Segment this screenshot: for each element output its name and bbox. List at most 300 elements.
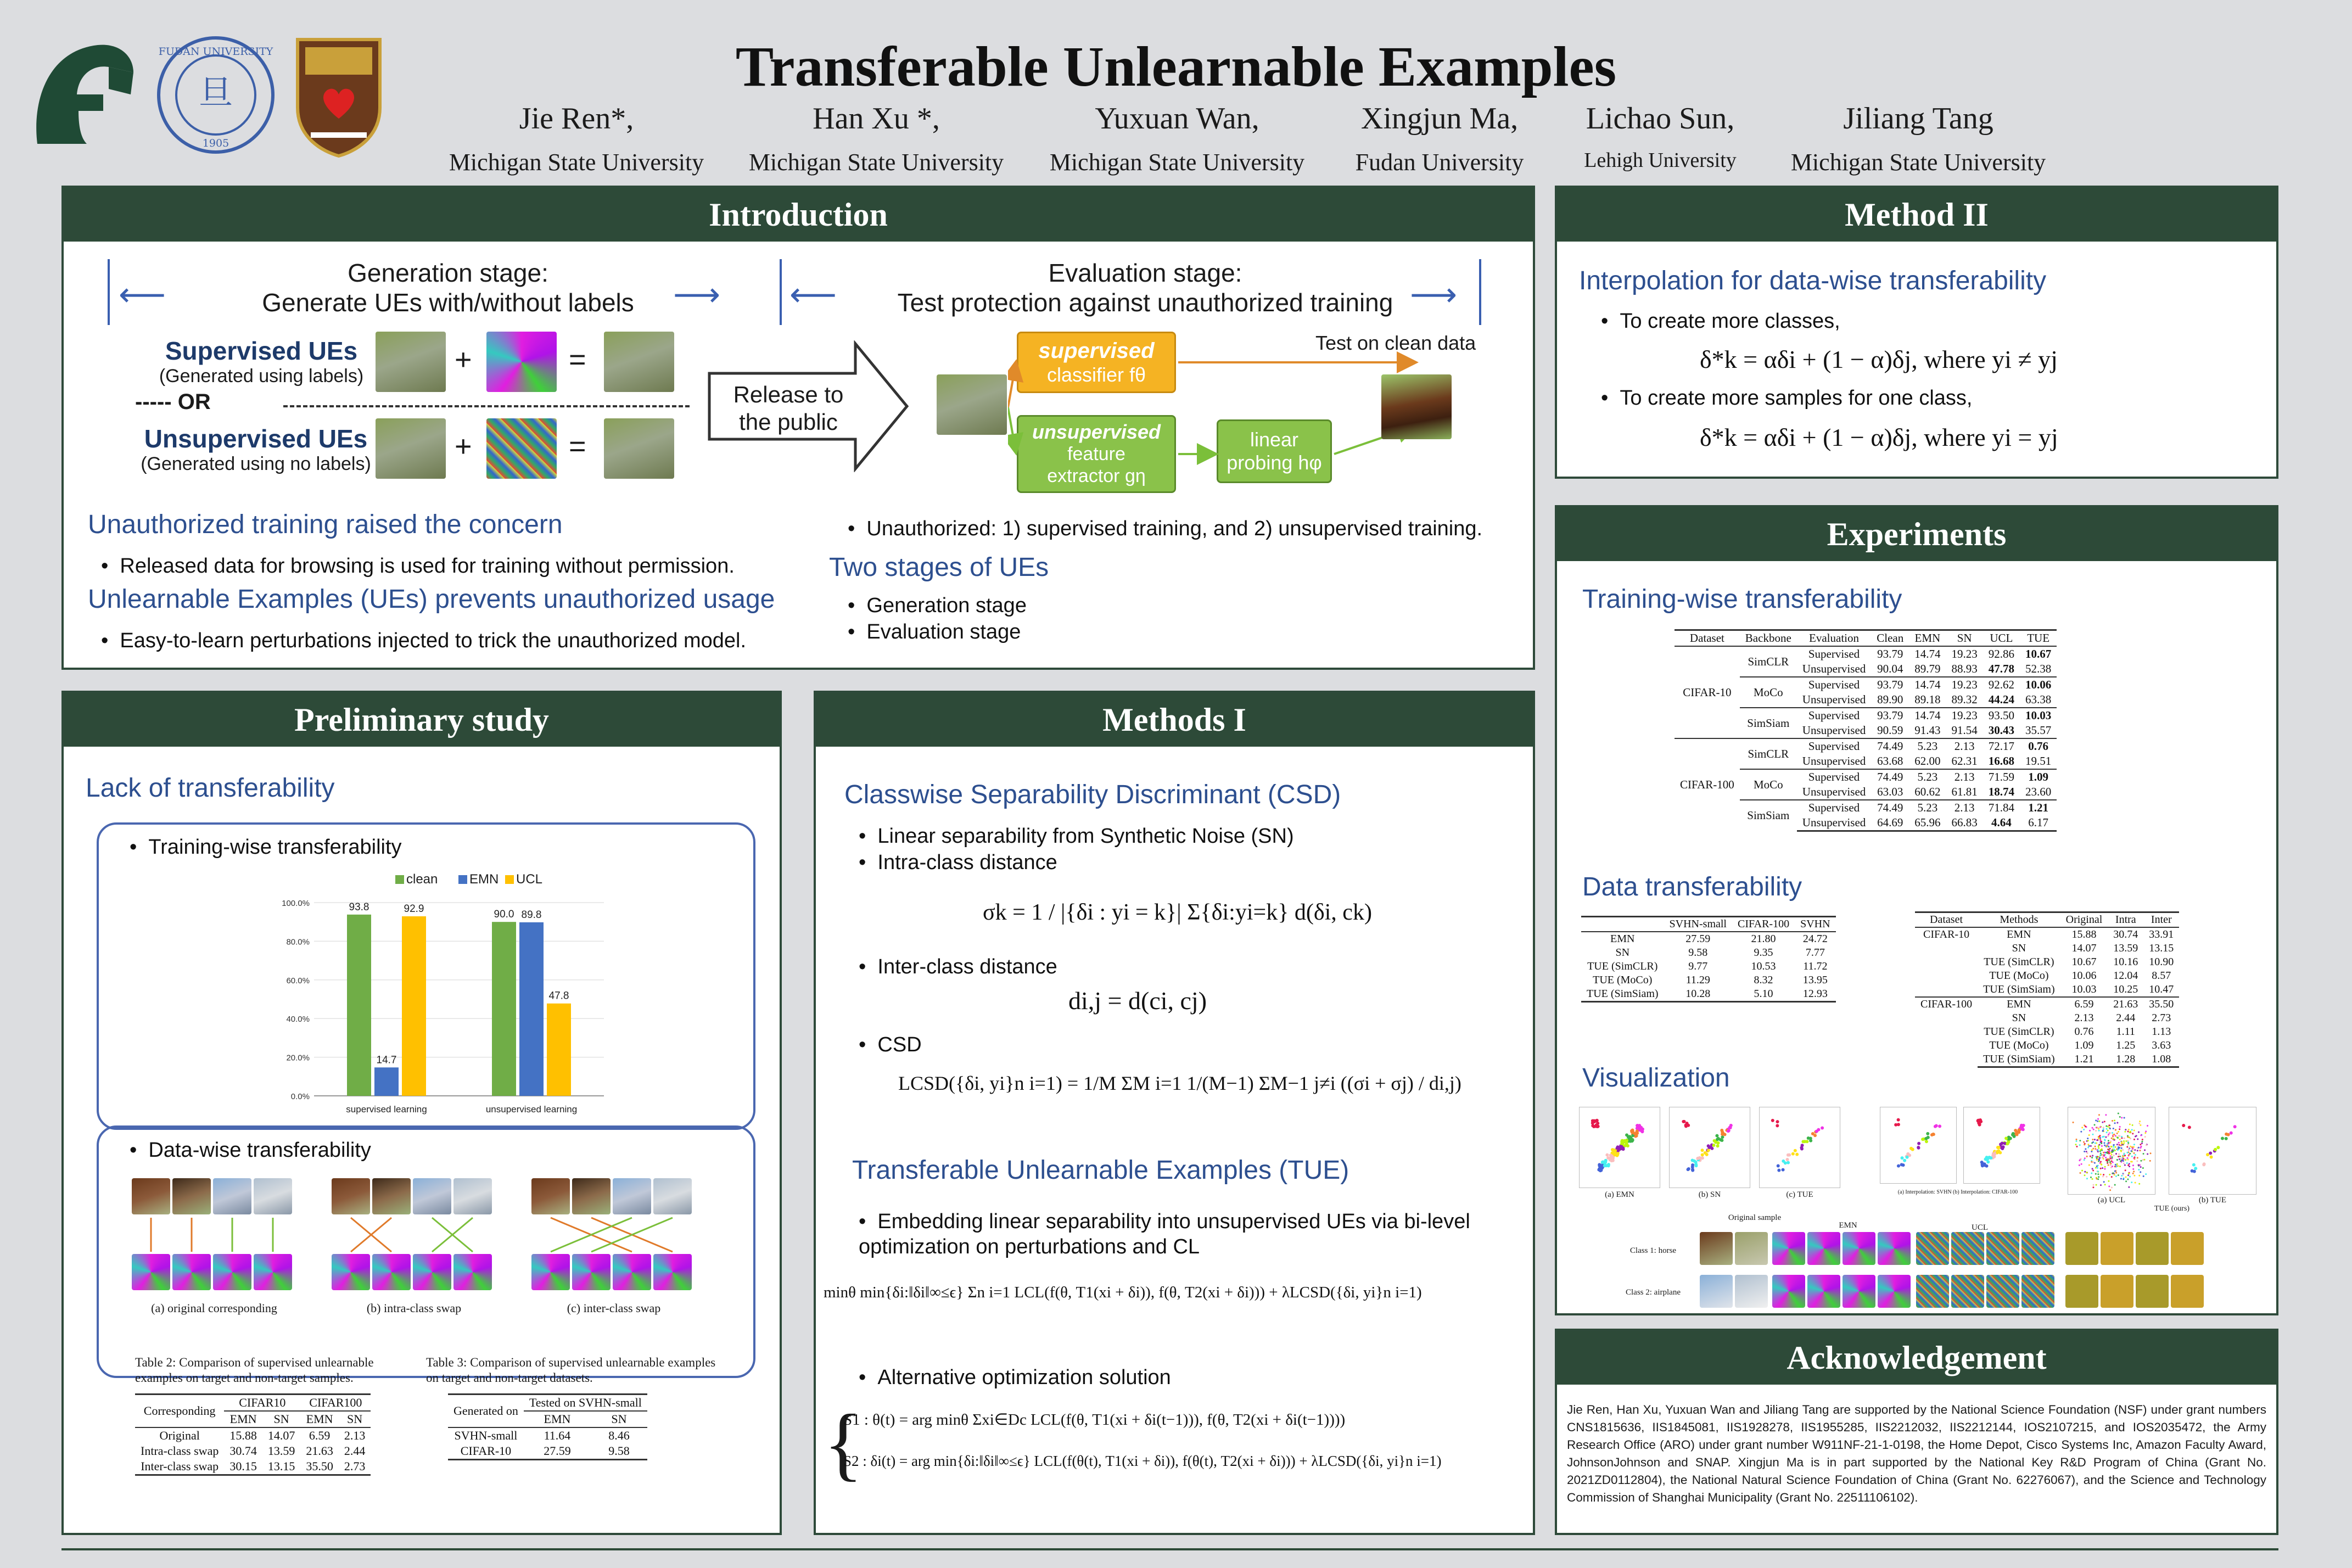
table-cell: SVHN-small [454,1429,518,1442]
eval-stage-label: Evaluation stage: [1048,259,1242,287]
intro-subheading-ues: Unlearnable Examples (UEs) prevents unauthorized usage [88,585,775,614]
y-tick-label: 40.0% [286,1015,310,1024]
table-cell: 14.74 [1909,677,1946,692]
table-cell: 16.68 [1988,754,2014,768]
unsupervised-noise-image [486,418,557,479]
bottom-rule [61,1548,2278,1550]
table-cell: Original [159,1429,200,1442]
table-cell: 64.69 [1871,815,1909,831]
table-cell: TUE (SimCLR) [1587,960,1658,972]
bar-emn [374,1067,399,1096]
author-name: Xingjun Ma, [1360,102,1519,136]
tue-perturbation [2136,1232,2169,1265]
sample-image [413,1178,451,1214]
table-cell: 93.79 [1871,708,1909,723]
data-wise-bullet: • Data-wise transferability [130,1139,371,1162]
table-row [448,1443,647,1460]
ue-horse-image [604,418,674,479]
vis-caption: (b) SN [1698,1190,1721,1199]
table-cell: Intra-class swap [141,1444,219,1458]
csd-bullet-csd-text: CSD [877,1033,922,1056]
table-header: CIFAR-100 [1732,917,1795,932]
table-cell: Unsupervised [1802,724,1866,737]
table-cell: 13.59 [267,1444,295,1458]
csd-bullet-inter: • Inter-class distance [859,955,1057,978]
emn-scatter [1579,1107,1660,1188]
vis-caption: (b) TUE [2198,1196,2227,1205]
ucl-scatter [2068,1107,2155,1195]
tue-subheading: Transferable Unlearnable Examples (TUE) [852,1156,1349,1185]
perturbation-image [453,1254,492,1290]
table-cell: Unsupervised [1802,662,1866,675]
author-name: Yuxuan Wan, [1095,102,1259,136]
class2-label: Class 2: airplane [1626,1288,1681,1297]
table-cell: 74.49 [1871,769,1909,785]
author-affiliation: Michigan State University [1049,149,1305,176]
table-cell: 93.50 [1983,708,2020,723]
preliminary-panel [61,691,782,1535]
experiments-subheading-training: Training-wise transferability [1582,585,1902,614]
table-cell: 12.04 [2113,970,2138,982]
legend-label-emn: EMN [469,872,499,887]
table-cell: 13.95 [1802,974,1828,986]
table-header: CIFAR100 [300,1395,371,1412]
table-header: Intra [2108,912,2143,928]
table-cell: 2.44 [344,1444,366,1458]
table-cell: TUE (MoCo) [1989,970,2049,982]
ucl-perturbation [1951,1232,1984,1265]
table-cell: 8.32 [1754,974,1773,986]
tue-perturbation [2171,1232,2204,1265]
table-cell: 10.67 [2025,647,2052,660]
table-cell: 21.63 [2108,997,2143,1011]
table-cell: 2.13 [1946,800,1983,815]
table-row [1581,946,1836,960]
method2-panel [1555,186,2278,479]
perturbation-image [372,1254,411,1290]
eval-stage-title [843,258,1447,317]
swap-arrows [332,1216,496,1254]
table-cell: Supervised [1797,677,1871,692]
vis-caption: (c) TUE [1786,1190,1813,1199]
eval-stage-arrow-left: ⟵ [789,276,837,313]
table-cell: 10.03 [2020,708,2057,723]
table-cell: 13.59 [2113,942,2138,954]
table3-caption: Table 3: Comparison of supervised unlearnable examples on target and non-target datasets. [426,1356,716,1385]
table-cell: 35.57 [2025,724,2052,737]
linear-probing-sub: probing hφ [1227,451,1322,474]
table-cell: 2.13 [1946,769,1983,785]
sample-image [372,1178,411,1214]
table-cell: 2.73 [339,1459,371,1475]
table-cell: 4.64 [1983,815,2020,831]
emn-perturbation [1807,1275,1840,1308]
table-header: EMN [1909,630,1946,647]
perturbation-image [254,1254,292,1290]
sample-image [1700,1275,1733,1308]
perturbation-image [132,1254,170,1290]
preliminary-heading: Preliminary study [64,693,780,747]
table-cell: 12.93 [1795,987,1835,1002]
tue-perturbation [2136,1275,2169,1308]
supervised-ues-title: Supervised UEs [165,337,358,365]
table-cell: 1.25 [2116,1039,2136,1051]
original-sample-label: Original sample [1728,1213,1782,1222]
csd-bullet-inter-text: Inter-class distance [877,955,1057,978]
visualization-area [1579,1107,2258,1310]
table-cell: 1.21 [2020,800,2057,815]
dashed-line [283,405,690,407]
table-cell: 6.59 [309,1429,331,1442]
equals-sign: = [569,343,586,376]
table-cell: SimCLR [1740,738,1797,769]
data-wise-box [97,1125,755,1378]
table-cell: 66.83 [1946,815,1983,831]
bar-value-label: 14.7 [376,1054,397,1066]
table-cell: 11.72 [1803,960,1828,972]
table-cell: 89.18 [1914,693,1941,706]
y-tick-label: 60.0% [286,976,310,985]
table-cell: 92.62 [1983,677,2020,692]
tue-bullet-embedding-text: Embedding linear separability into unsupervised UEs via bi-level optimization on perturbations and CL [859,1210,1470,1258]
table-cell: 13.15 [2149,942,2174,954]
intro-bullet-perturbations: • Easy-to-learn perturbations injected to trick the unauthorized model. [101,629,747,652]
emn-perturbation [1807,1232,1840,1265]
inter-class-equation: di,j = d(ci, cj) [1068,987,1207,1015]
gen-stage-label: Generation stage: [348,259,548,287]
acknowledgement-text: Jie Ren, Han Xu, Yuxuan Wan and Jiliang Tang are supported by the National Science Foundation (NSF) under grant numbers CNS1815636, IIS1845081, IIS1928278, IIS1955285, IIS2212032, IIS2212144, IOS2107215, and IOS2035472, the Army Research Office (ARO) under grant number W911NF-21-1-0198, the Home Depot, Cisco Systems Inc, Amazon Faculty Award, JohnsonJohnson and SNAP. Xingjun Ma is in part supported by the National Key R&D Program of China (Grant No. 2021ZD0112804), the National Natural Science Foundation of China (Grant No. 62276067), and the Science and Technology Commission of Shanghai Municipality (Grant No. 22511106102). [1567,1403,2266,1504]
table-row [1915,997,2179,1011]
stage-divider-mid [780,259,782,325]
unsupervised-ues-sub: (Generated using no labels) [141,453,371,474]
table-row [1581,973,1836,987]
author-affiliation: Michigan State University [449,149,704,176]
table-cell: 27.59 [1685,933,1711,945]
sample-image [531,1178,570,1214]
tue-ours-label: TUE (ours) [2154,1205,2190,1213]
table-cell: 93.79 [1877,647,1903,660]
table-cell: CIFAR-100 [1675,738,1740,831]
linear-probing-title: linear [1250,428,1299,451]
equals-sign: = [569,430,586,463]
s1-equation: S1 : θ(t) = arg minθ Σxi∈Dc LCL(f(θ, T1(xi + δi(t−1))), f(θ, T2(xi + δi(t−1)))) [843,1411,1346,1429]
ue-horse-image [604,332,674,392]
tue-perturbation [2171,1275,2204,1308]
table-cell: 89.79 [1914,662,1941,675]
table-cell: Supervised [1797,738,1871,754]
table-header: Inter [2143,912,2179,928]
intro-bullet-evaluation: • Evaluation stage [848,620,1021,643]
table-cell: CIFAR-10 [1923,928,1970,940]
table-cell: SN [2012,942,2026,954]
ucl-perturbation [1916,1275,1949,1308]
perturbation-image [213,1254,251,1290]
swap-figures [132,1178,736,1365]
table-header: UCL [1983,630,2020,647]
table-cell: 74.49 [1871,738,1909,754]
table-row [1675,738,2057,754]
intro-bullet-unauthorized-text: Unauthorized: 1) supervised training, and 2) unsupervised training. [866,517,1483,540]
sample-image [172,1178,211,1214]
table-cell: 0.76 [2074,1026,2094,1038]
table-cell: 30.43 [1988,724,2014,737]
table-header [1581,917,1664,932]
emn-perturbation [1843,1232,1875,1265]
table-cell: 27.59 [524,1443,591,1460]
training-transferability-table [1675,629,2057,832]
method2-bullet-classes: • To create more classes, [1601,310,1840,333]
table-cell: 60.62 [1914,785,1941,798]
tue-objective-equation: minθ min{δi:‖δi‖∞≤ϵ} Σn i=1 LCL(f(θ, T1(xi + δi)), f(θ, T2(xi + δi))) + λLCSD({δi, yi}n i=1) [824,1284,1422,1301]
table-cell: 63.38 [2025,693,2052,706]
preliminary-subheading: Lack of transferability [86,774,335,803]
table-cell: 65.96 [1909,815,1946,831]
table-cell: 9.58 [1688,947,1708,959]
bar-value-label: 92.9 [404,903,424,915]
brace: { [824,1398,863,1489]
experiments-subheading-data: Data transferability [1582,872,1802,901]
or-separator: ----- OR [135,390,211,414]
ucl-perturbation [1951,1275,1984,1308]
table-cell: SimCLR [1748,654,1789,668]
table-row [1581,960,1836,973]
tue-ours-scatter [2169,1107,2256,1195]
csd-bullet-sn: • Linear separability from Synthetic Noise (SN) [859,825,1294,848]
table-cell: Supervised [1808,647,1860,660]
table-cell: 1.09 [2074,1039,2094,1051]
tue-bullet-alternative: • Alternative optimization solution [859,1366,1171,1389]
tue-perturbation [2065,1232,2098,1265]
emn-perturbation [1843,1275,1875,1308]
sample-image [1735,1232,1768,1265]
table-cell: 10.03 [2071,983,2097,995]
plus-sign: + [455,343,472,376]
intro-subheading-concern: Unauthorized training raised the concern [88,510,563,539]
tue-bullet-alternative-text: Alternative optimization solution [877,1366,1171,1389]
sample-image [572,1178,611,1214]
interp-cifar-scatter [1963,1107,2040,1184]
table-cell: Supervised [1797,769,1871,785]
methods1-panel [814,691,1535,1535]
experiments-heading: Experiments [1557,507,2276,561]
interpolation-equation-samples: δ*k = αδi + (1 − α)δj, where yi = yj [1700,423,2058,451]
table-cell: 19.51 [2025,754,2052,768]
table-header: Dataset [1675,630,1740,647]
table-cell: 1.21 [2060,1052,2108,1067]
author-affiliation: Michigan State University [1790,149,2046,176]
table-cell: 33.91 [2149,928,2174,940]
table-cell: 61.81 [1951,785,1978,798]
supervised-classifier-title: supervised [1038,338,1155,363]
unsupervised-extractor-line3: extractor gη [1047,466,1146,486]
method2-subheading: Interpolation for data-wise transferability [1579,266,2047,295]
table-cell: 92.86 [1988,647,2014,660]
table-cell: EMN [1978,997,2060,1011]
table-cell: 14.07 [2071,942,2097,954]
bar-emn [519,922,544,1096]
csd-loss-equation: LCSD({δi, yi}n i=1) = 1/M ΣM i=1 1/(M−1) ΣM−1 j≠i ((σi + σj) / di,j) [898,1072,1461,1094]
tue-perturbation [2065,1275,2098,1308]
intro-bullet-released: • Released data for browsing is used for training without permission. [101,555,735,578]
table-subheader: SN [591,1411,647,1427]
vis-caption: (a) UCL [2097,1196,2126,1205]
interpolation-equation-classes: δ*k = αδi + (1 − α)δj, where yi ≠ yj [1700,345,2058,373]
training-wise-box [97,822,755,1130]
eval-stage-sublabel: Test protection against unauthorized training [897,288,1393,317]
table-cell: 90.04 [1877,662,1903,675]
ucl-perturbation [1986,1232,2019,1265]
table-cell: Supervised [1797,708,1871,723]
swap-caption: (a) original corresponding [151,1301,277,1315]
table-cell: 6.59 [2060,997,2108,1011]
table-cell: 19.23 [1946,677,1983,692]
bar-ucl [402,916,426,1096]
table-cell: 2.13 [344,1429,366,1442]
swap-arrows [531,1216,696,1254]
ue-horse-image [937,374,1007,435]
table-cell: 2.73 [2152,1012,2171,1024]
bar-value-label: 93.8 [349,901,369,913]
table-cell: 89.90 [1877,693,1903,706]
data-wise-bullet-text: Data-wise transferability [148,1139,371,1162]
introduction-panel [61,186,1535,670]
gen-stage-divider-left [108,259,110,325]
table-header: Original [2060,912,2108,928]
table-header: Backbone [1740,630,1797,647]
author-name: Jiliang Tang [1843,102,1993,136]
table-cell: 62.31 [1951,754,1978,768]
author-name: Han Xu *, [813,102,940,136]
table-cell: 35.50 [2143,997,2179,1011]
perturbation-image [653,1254,692,1290]
table-cell: 19.23 [1951,647,1978,660]
intro-bullet-evaluation-text: Evaluation stage [866,620,1021,643]
table-header: Methods [1978,912,2060,928]
tue-scatter [1759,1107,1840,1188]
table-subheader: SN [262,1411,301,1427]
table-subheader: EMN [224,1411,262,1427]
table-cell: 74.49 [1871,800,1909,815]
supervised-classifier-sub: classifier fθ [1046,363,1146,386]
table-subheader: EMN [524,1411,591,1427]
release-label: Release to the public [733,382,844,435]
prelim-table2 [135,1393,371,1476]
sample-image [332,1178,370,1214]
table-header: CIFAR10 [224,1395,300,1412]
table-cell: SimSiam [1740,800,1797,831]
table-cell: 5.10 [1732,987,1795,1002]
author-name: Lichao Sun, [1586,102,1735,136]
table-cell: 1.09 [2020,769,2057,785]
experiments-subheading-visualization: Visualization [1582,1063,1730,1093]
table-cell: SimSiam [1740,708,1797,738]
table-cell: 1.08 [2143,1052,2179,1067]
perturbation-image [172,1254,211,1290]
table-cell: 7.77 [1805,947,1825,959]
y-tick-label: 0.0% [290,1092,310,1101]
svg-text:1905: 1905 [202,137,229,149]
table-header: Generated on [448,1395,524,1428]
bar-value-label: 89.8 [521,909,542,921]
ucl-label: UCL [1972,1223,1988,1232]
table-cell: SN [1615,947,1630,959]
table-cell: 72.17 [1983,738,2020,754]
table-header: Dataset [1915,912,1978,928]
table-row [1915,927,2179,942]
table-header: SN [1946,630,1983,647]
table-cell: 10.90 [2149,956,2174,968]
sample-image [453,1178,492,1214]
horse-image [376,332,446,392]
table-cell: 9.35 [1754,947,1773,959]
table-cell: 35.50 [300,1459,339,1475]
table-cell: 21.63 [306,1444,333,1458]
table-cell: 30.15 [224,1459,262,1475]
supervised-noise-image [486,332,557,392]
table-cell: 0.76 [2020,738,2057,754]
table-cell: TUE (SimSiam) [1983,983,2055,995]
prelim-table3 [448,1393,647,1460]
author-name: Jie Ren*, [519,102,634,136]
table-cell: 19.23 [1946,708,1983,723]
y-tick-label: 80.0% [286,937,310,947]
table-row [448,1427,647,1443]
table-cell: 10.25 [2113,983,2138,995]
gen-stage-sublabel: Generate UEs with/without labels [262,288,634,317]
unsupervised-ues-title: Unsupervised UEs [144,424,368,453]
table-cell: 71.84 [1983,800,2020,815]
table-cell: 44.24 [1988,693,2014,706]
x-category-label: unsupervised learning [485,1104,578,1115]
table-cell: 30.74 [2113,928,2138,940]
vis-caption: (a) Interpolation: SVHN (b) Interpolation: CIFAR-100 [1897,1189,2018,1195]
table-cell: 10.16 [2113,956,2138,968]
legend-swatch [505,875,514,884]
table-cell: Unsupervised [1802,693,1866,706]
table-cell: MoCo [1740,769,1797,800]
data-swap-table [1915,911,2179,1068]
table-cell: Inter-class swap [135,1459,224,1475]
table-cell: 90.59 [1877,724,1903,737]
table-cell: 2.44 [2116,1012,2136,1024]
table-cell: EMN [2007,928,2031,940]
clean-horse-image [1381,374,1452,439]
tue-bullet-embedding: • Embedding linear separability into unsupervised UEs via bi-level optimization on perturbations and CL [859,1210,1470,1258]
swap-arrows [132,1216,296,1254]
table-cell: 3.63 [2152,1039,2171,1051]
table-cell: 63.03 [1877,785,1903,798]
data-transferability-table [1581,916,1836,1003]
table-header: Evaluation [1797,630,1871,647]
table-cell: MoCo [1740,677,1797,708]
tue-perturbation [2101,1232,2133,1265]
table-cell: 8.57 [2152,970,2171,982]
csd-bullet-sn-text: Linear separability from Synthetic Noise (SN) [877,825,1294,848]
table-cell: 6.17 [2020,815,2057,831]
intra-class-equation: σk = 1 / |{δi : yi = k}| Σ{δi:yi=k} d(δi, ck) [983,900,1372,925]
csd-bullet-csd: • CSD [859,1033,922,1056]
sample-image [132,1178,170,1214]
table2-caption: Table 2: Comparison of supervised unlearnable examples on target and non-target samples. [135,1356,374,1385]
gen-stage-arrow-right: ⟶ [673,276,721,313]
table-row [1581,987,1836,1002]
table-cell: TUE (SimSiam) [1581,987,1664,1002]
table-cell: 14.07 [267,1429,295,1442]
transferability-bar-chart [264,864,615,1124]
svg-text:旦: 旦 [198,72,233,113]
table-cell: 9.77 [1688,960,1708,972]
sample-image [1700,1232,1733,1265]
